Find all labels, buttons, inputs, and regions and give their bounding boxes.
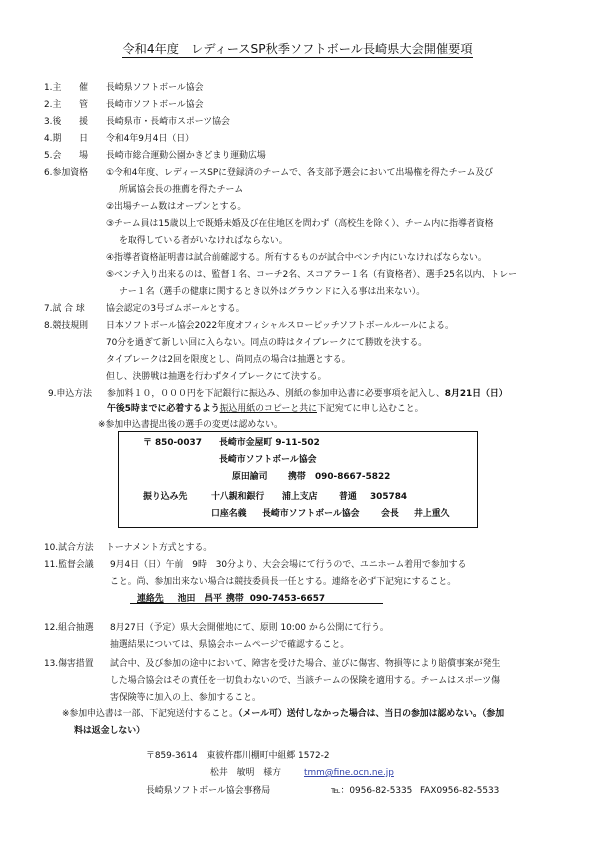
meeting-contact-mobile: 090-7453-6657	[249, 594, 326, 604]
qual-label: 6.参加資格	[44, 168, 88, 178]
item-1-label: 1.主 催	[44, 83, 88, 93]
item-3-label: 3.後 援	[44, 117, 88, 127]
footer-email-link[interactable]: tmm@fine.ocn.ne.jp	[304, 768, 394, 778]
box-org: 長崎市ソフトボール協会	[219, 455, 317, 465]
apply-line-1a: 参加料１０，０００円を下記銀行に振込み、別紙の参加申込書に必要事項を記入し、	[107, 389, 445, 399]
rules-line-1: 日本ソフトボール協会2022年度オフィシャルスローピッチソフトボールルールによる。	[106, 321, 454, 331]
box-branch: 浦上支店	[282, 492, 318, 502]
box-address: 長崎市金屋町 9-11-502	[219, 438, 320, 448]
footer-tel: ℡：0956-82-5335	[331, 786, 413, 796]
box-acct-type: 普通	[339, 492, 357, 502]
qual-line-5: を取得している者がいなければならない。	[119, 236, 288, 246]
box-acct-role: 会長	[381, 509, 399, 519]
item-5-text: 長崎市総合運動公園かきどまり運動広場	[106, 151, 266, 161]
qual-line-4: ③チーム員は15歳以上で既婚未婚及び在住地区を問わず（高校生を除く）、チーム内に指導者資格	[106, 219, 494, 229]
item-4-label: 4.期 日	[44, 134, 88, 144]
final-note-1a: ※参加申込書は一部、下記宛送付すること。	[62, 709, 239, 719]
footer-fax: FAX0956-82-5533	[420, 786, 500, 796]
box-postal: 〒 850-0037	[143, 438, 202, 448]
meeting-contact-name: 池田 昌平	[177, 594, 222, 604]
footer-org: 長崎県ソフトボール協会事務局	[146, 786, 271, 796]
apply-note: ※参加申込書提出後の選手の変更は認めない。	[98, 420, 283, 430]
box-mobile-label: 携帯	[288, 472, 306, 482]
rules-line-2: 70分を過ぎて新しい回に入らない。同点の時はタイブレークにて勝敗を決する。	[106, 338, 428, 348]
rules-line-3: タイブレークは2回を限度とし、尚同点の場合は抽選とする。	[106, 355, 351, 365]
meeting-label: 11.監督会議	[44, 560, 94, 570]
draw-line-1: 8月27日（予定）県大会開催地にて、原則 10:00 から公開にて行う。	[110, 623, 389, 633]
apply-copy-note: 振込用紙のコピーと共に	[219, 404, 317, 414]
draw-line-2: 抽選結果については、県協会ホームページで確認すること。	[110, 640, 350, 650]
final-note-1b: （メール可）送付しなかった場合は、当日の参加は認めない。（参加	[238, 709, 505, 719]
apply-send-note: 下記宛てに申し込むこと。	[316, 404, 424, 414]
meeting-contact-mobile-label: 携帯	[226, 594, 244, 604]
item-5-label: 5.会 場	[44, 151, 88, 161]
apply-deadline-time: 午後5時までに必着するよう	[107, 404, 220, 414]
apply-deadline-date: 8月21日（日）	[444, 389, 508, 399]
rules-label: 8.競技規則	[44, 321, 88, 331]
method-text: トーナメント方式とする。	[106, 543, 213, 553]
qual-line-2: 所属協会長の推薦を得たチーム	[119, 185, 244, 195]
injury-line-3: 害保険等に加入の上、参加すること。	[110, 693, 261, 703]
draw-label: 12.組合抽選	[44, 623, 94, 633]
item-4-text: 令和4年9月4日（日）	[106, 134, 194, 144]
qual-line-1: ①令和4年度、レディースSPに登録済のチームで、各支部予選会において出場権を得たチーム及び	[106, 168, 494, 178]
meeting-contact	[137, 591, 325, 608]
final-note-line-1	[62, 706, 504, 723]
item-1-text: 長崎県ソフトボール協会	[106, 83, 204, 93]
box-acct-name-label: 口座名義	[211, 509, 247, 519]
box-bank: 十八親和銀行	[211, 492, 265, 502]
meeting-contact-label: 連絡先	[137, 594, 164, 604]
box-bank-label: 振り込み先	[143, 492, 188, 502]
meeting-line-1: 9月4日（日）午前 9時 30分より、大会会場にて行うので、ユニホーム着用で参加する	[110, 560, 467, 570]
footer-address: 〒859-3614 東彼杵郡川棚町中組郷 1572-2	[146, 751, 330, 761]
box-acct-name: 長崎市ソフトボール協会	[262, 509, 360, 519]
meeting-contact-underline	[130, 603, 383, 604]
injury-line-2: した場合協会はその責任を一切負わないので、当該チームの保険を適用する。チームはスポーツ傷	[110, 676, 500, 686]
box-acct-person: 井上重久	[414, 509, 450, 519]
qual-line-3: ②出場チーム数はオープンとする。	[106, 202, 247, 212]
qual-line-8: ナー１名（選手の健康に関するとき以外はグラウンドに入る事は出来ない）。	[119, 287, 426, 297]
qual-line-7: ⑤ベンチ入り出来るのは、監督１名、コーチ2名、スコアラー１名（有資格者）、選手25名以内、トレー	[106, 270, 517, 280]
item-2-text: 長崎市ソフトボール協会	[106, 100, 204, 110]
final-note-line-2: 料は返金しない）	[74, 726, 145, 736]
box-mobile: 090-8667-5822	[315, 472, 391, 482]
ball-label: 7.試 合 球	[44, 304, 85, 314]
qual-line-6: ④指導者資格証明書は試合前確認する。所有するものが試合中ベンチ内にいなければならない。	[106, 253, 487, 263]
meeting-line-2: こと。尚、参加出来ない場合は競技委員長一任とする。連絡を必ず下記宛にすること。	[110, 577, 457, 587]
method-label: 10.試合方法	[44, 543, 94, 553]
box-contact-name: 原田諭司	[232, 472, 268, 482]
apply-label: 9.申込方法	[48, 389, 92, 399]
item-3-text: 長崎県市・長崎市スポーツ協会	[106, 117, 230, 127]
item-2-label: 2.主 管	[44, 100, 88, 110]
document-title: 令和4年度 レディースSP秋季ソフトボール長崎県大会開催要項	[122, 42, 473, 56]
footer-person: 松井 敏明 様方	[210, 768, 281, 778]
box-acct-no: 305784	[370, 492, 408, 502]
apply-line-2	[107, 401, 423, 418]
ball-text: 協会認定の3号ゴムボールとする。	[106, 304, 245, 314]
rules-line-4: 但し、決勝戦は抽選を行わずタイブレークにて決する。	[106, 372, 327, 382]
injury-line-1: 試合中、及び参加の途中において、障害を受けた場合、並びに傷害、物損等により賠償事案が発生	[110, 659, 501, 669]
injury-label: 13.傷害措置	[44, 659, 94, 669]
